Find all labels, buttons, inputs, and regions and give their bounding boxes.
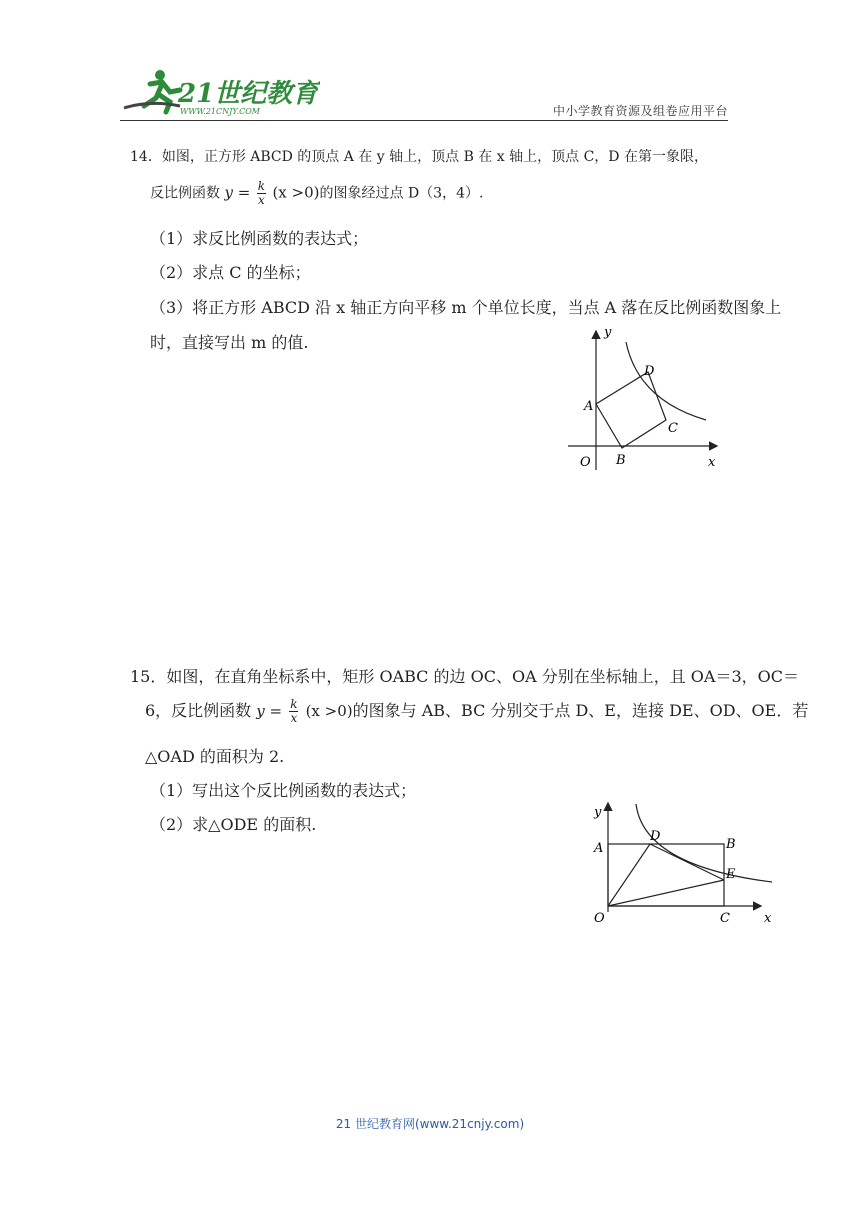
q15-line2-suffix: 的图象与 AB、BC 分别交于点 D、E，连接 DE、OD、OE．若 (352, 701, 809, 720)
q15-segment-oe (608, 880, 724, 906)
q14-label-c: C (668, 421, 678, 436)
q14-line1: 14．如图，正方形 ABCD 的顶点 A 在 y 轴上，顶点 B 在 x 轴上，顶点 C，D 在第一象限， (130, 149, 708, 165)
logo (120, 62, 320, 118)
q15-label-x: x (764, 911, 772, 926)
q15-label-y: y (594, 805, 602, 820)
q14-label-x: x (708, 455, 716, 470)
q14-label-b: B (616, 453, 626, 468)
q15-part1: （1）写出这个反比例函数的表达式； (150, 781, 417, 800)
q14-fraction (257, 180, 266, 207)
q14-label-d: D (644, 364, 655, 379)
q15-fraction (289, 698, 298, 725)
q15-formula-y: y = (256, 702, 283, 720)
q15-segment-od (608, 844, 650, 906)
q15-line2-prefix: 6，反比例函数 (145, 701, 252, 720)
q15-label-o: O (594, 911, 605, 926)
q15-segment-de (650, 844, 724, 880)
q14-line2-suffix: 的图象经过点 D（3，4）. (319, 185, 484, 202)
q15-condition: (x >0) (305, 702, 353, 720)
q15-label-e: E (726, 867, 736, 882)
q14-label-o: O (580, 455, 591, 470)
q14-formula-y: y = (224, 183, 251, 202)
q14-part2: （2）求点 C 的坐标； (150, 263, 311, 282)
q14-figure (560, 320, 730, 480)
q14-label-a: A (584, 399, 594, 414)
platform-name: 中小学教育资源及组卷应用平台 (552, 104, 728, 118)
q14-condition: (x >0) (272, 183, 320, 202)
q15-label-d: D (650, 829, 661, 844)
q14-fraction-den: x (257, 193, 265, 207)
q15-fraction-den: x (290, 711, 298, 725)
page-header (120, 62, 728, 120)
q15-line1: 15．如图，在直角坐标系中，矩形 OABC 的边 OC、OA 分别在坐标轴上，且 OA＝3，OC＝ (130, 667, 800, 686)
q15-rectangle (608, 844, 724, 906)
q15-part2: （2）求△ODE 的面积. (150, 815, 317, 834)
q14-fraction-num: k (257, 179, 265, 193)
q14-square (596, 372, 666, 448)
q15-fraction-num: k (290, 697, 298, 711)
header-divider (120, 120, 728, 121)
page-footer[interactable]: 21 世纪教育网(www.21cnjy.com) (335, 1117, 525, 1131)
q14-part3-b: 时，直接写出 m 的值. (150, 333, 309, 352)
q14-label-y: y (604, 325, 612, 340)
runner-icon (124, 70, 180, 112)
q14-line2-prefix: 反比例函数 (150, 185, 220, 202)
logo-main-text: 21世纪教育 (178, 79, 319, 109)
q15-label-c: C (720, 911, 730, 926)
q14-part3-a: （3）将正方形 ABCD 沿 x 轴正方向平移 m 个单位长度，当点 A 落在反比例函数图象上 (150, 298, 782, 317)
q15-label-b: B (726, 837, 736, 852)
q15-line2 (145, 698, 808, 725)
logo-url-text: WWW.21CNJY.COM (180, 107, 260, 116)
q14-hyperbola (626, 342, 706, 420)
q15-line3: △OAD 的面积为 2. (145, 747, 285, 766)
q14-part1: （1）求反比例函数的表达式； (150, 229, 369, 248)
q14-line2 (150, 180, 483, 207)
q15-label-a: A (594, 841, 604, 856)
q15-figure (580, 796, 780, 932)
